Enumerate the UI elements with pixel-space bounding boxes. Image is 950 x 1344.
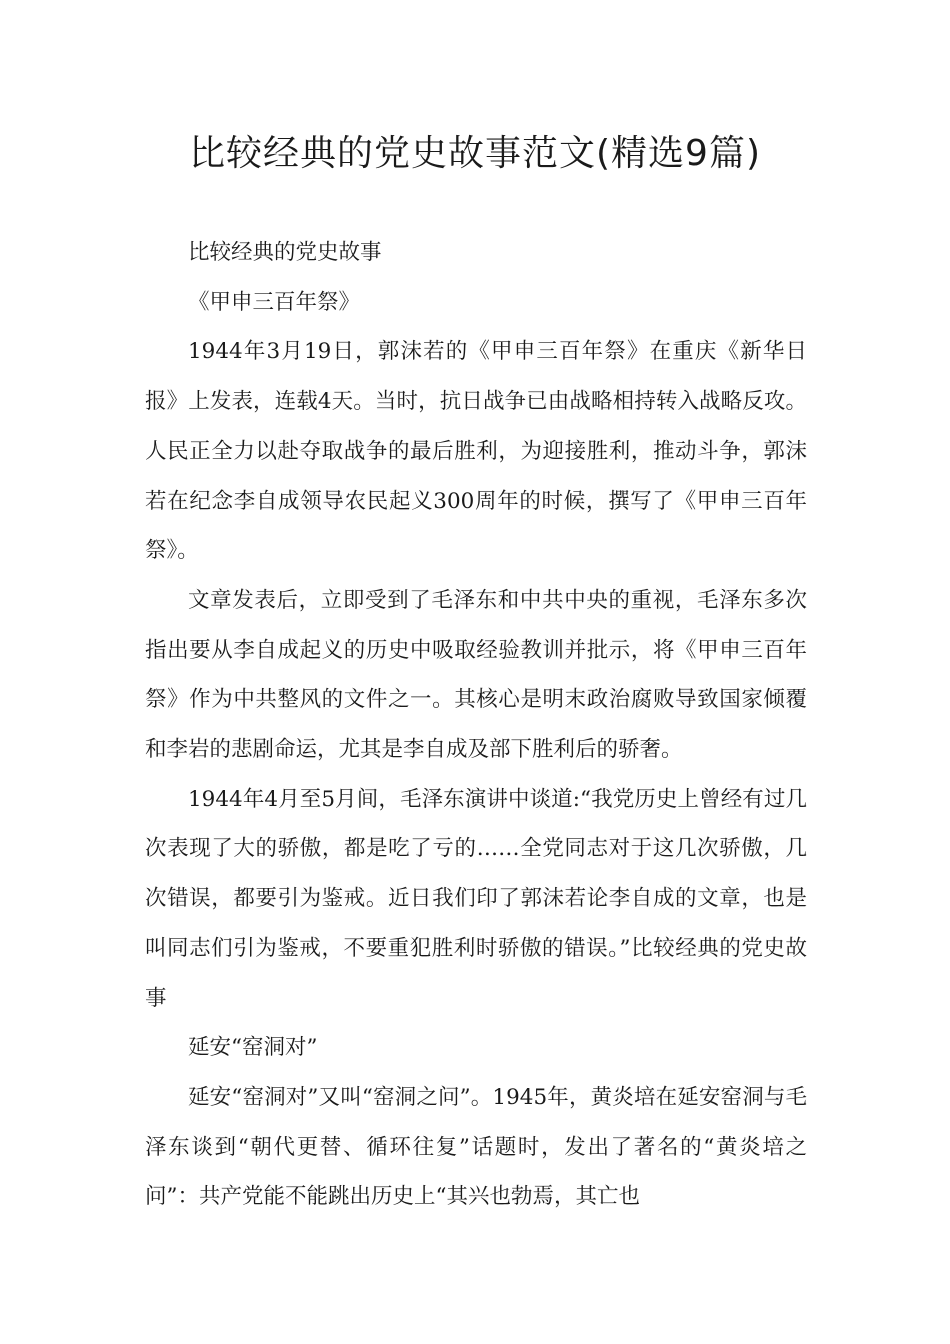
paragraph: 比较经典的党史故事 [188,240,382,265]
paragraph: 延安“窑洞对” [188,1035,318,1061]
paragraph: 延安“窑洞对”又叫“窑洞之问”。1945年，黄炎培在延安窑洞与毛泽东谈到“朝代更替、循环往复”话题时，发出了著名的“黄炎培之问”：共产党能不能跳出历史上“其兴也勃焉，其亡也 [145,1084,807,1210]
paragraph: 《甲申三百年祭》 [188,289,361,315]
document-title: 比较经典的党史故事范文(精选9篇) [189,133,761,174]
paragraph: 1944年3月19日，郭沫若的《甲申三百年祭》在重庆《新华日报》上发表，连载4天。当时，抗日战争已由战略相持转入战略反攻。人民正全力以赴夺取战争的最后胜利，为迎接胜利，推动斗争，郭沫若在纪念李自成领导农民起义300周年的时候，撰写了《甲申三百年祭》。 [145,339,807,564]
paragraph: 1944年4月至5月间，毛泽东演讲中谈道:“我党历史上曾经有过几次表现了大的骄傲，都是吃了亏的……全党同志对于这几次骄傲，几次错误，都要引为鉴戒。近日我们印了郭沫若论李自成的文章，也是叫同志们引为鉴戒，不要重犯胜利时骄傲的错误。”比较经典的党史故事 [145,786,807,1011]
document-body [145,228,807,1222]
paragraph: 文章发表后，立即受到了毛泽东和中共中央的重视，毛泽东多次指出要从李自成起义的历史中吸取经验教训并批示，将《甲申三百年祭》作为中共整风的文件之一。其核心是明末政治腐败导致国家倾覆和李岩的悲剧命运，尤其是李自成及部下胜利后的骄奢。 [145,587,807,763]
